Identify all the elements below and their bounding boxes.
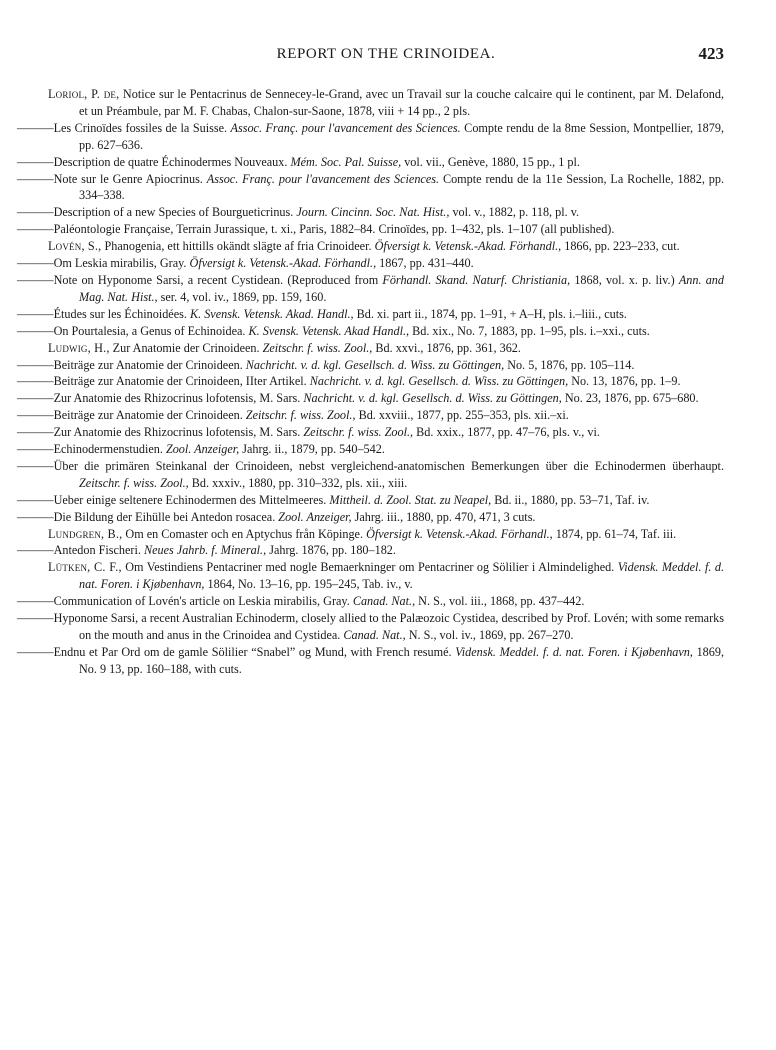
entry-title: Beiträge zur Anatomie der Crinoideen. — [53, 357, 246, 372]
entry-citation: Compte rendu de la 11e Session, La Rochelle, 1882, pp. 334–338. — [79, 171, 725, 203]
entry-citation: No. 23, 1876, pp. 675–680. — [561, 391, 699, 406]
bibliography-entry — [17, 154, 724, 171]
entry-title: Beiträge zur Anatomie der Crinoideen, IIter Artikel. — [53, 374, 310, 389]
entry-citation: Bd. ii., 1880, pp. 53–71, Taf. iv. — [491, 492, 650, 507]
entry-journal: Zeitschr. f. wiss. Zool., — [262, 340, 373, 355]
entry-citation: 1869, No. 9 13, pp. 160–188, with cuts. — [79, 644, 725, 676]
entry-citation: Jahrg. iii., 1880, pp. 470, 471, 3 cuts. — [351, 509, 536, 524]
entry-ditto-dash: ——— — [17, 171, 54, 186]
entry-citation: Compte rendu de la 8me Session, Montpellier, 1879, pp. 627–636. — [79, 120, 724, 152]
bibliography-entry — [17, 306, 724, 323]
entry-ditto-dash: ——— — [17, 425, 54, 440]
entry-journal: Zool. Anzeiger, — [165, 442, 240, 457]
entry-title: Note on Hyponome Sarsi, a recent Cystidean. (Reproduced from — [53, 272, 383, 287]
page-header — [48, 44, 724, 68]
bibliography-entry — [17, 171, 725, 205]
page-number: 423 — [698, 44, 724, 63]
entry-title: Om Vestindiens Pentacriner med nogle Bemaerkninger om Pentacriner og Sölilier i Almindelighed. — [121, 560, 618, 575]
entry-ditto-dash: ——— — [17, 492, 54, 507]
entry-ditto-dash: ——— — [17, 408, 54, 423]
entry-journal: Nachricht. v. d. kgl. Gesellsch. d. Wiss. zu Göttingen, — [245, 357, 505, 372]
entry-journal: Öfversigt k. Vetensk.-Akad. Förhandl., — [189, 256, 377, 271]
entry-title: Echinodermenstudien. — [53, 442, 166, 457]
entry-journal: Nachricht. v. d. kgl. Gesellsch. d. Wiss. zu Göttingen, — [309, 374, 569, 389]
entry-author: Loriol, P. de, — [48, 87, 120, 101]
entry-ditto-dash: ——— — [17, 644, 54, 659]
bibliography-entry — [48, 559, 724, 593]
entry-journal: Vidensk. Meddel. f. d. nat. Foren. i Kjøbenhavn, — [455, 644, 693, 659]
bibliography-entry — [17, 221, 724, 238]
bibliography-entry — [17, 458, 724, 492]
entry-journal: K. Svensk. Vetensk. Akad. Handl., — [189, 306, 354, 321]
entry-title: Notice sur le Pentacrinus de Sennecey-le-Grand, avec un Travail sur la couche calcaire qui le continent, par M. Delafond, et un Préambule, par M. F. Chabas, Chalon-sur-Saone, 1878, viii + 14 pp., 2 pls. — [79, 87, 724, 118]
entry-journal: Canad. Nat., — [343, 628, 406, 642]
entry-author: Lundgren, B., — [48, 526, 123, 541]
entry-journal: Zeitschr. f. wiss. Zool., — [79, 475, 189, 490]
bibliography-entry — [17, 509, 724, 526]
entry-title: Om Leskia mirabilis, Gray. — [53, 256, 190, 271]
entry-citation: Jahrg. ii., 1879, pp. 540–542. — [239, 442, 385, 457]
entry-journal: Ann. and Mag. Nat. Hist., — [79, 272, 724, 304]
entry-title: Ueber einige seltenere Echinodermen des Mittelmeeres. — [53, 492, 330, 507]
entry-ditto-dash: ——— — [17, 509, 54, 524]
bibliography-entry — [17, 407, 724, 424]
bibliography-entry — [17, 357, 724, 374]
entry-citation: N. S., vol. iii., 1868, pp. 437–442. — [415, 594, 585, 609]
entry-citation: Bd. xxxiv., 1880, pp. 310–332, pls. xii., xiii. — [188, 475, 408, 490]
bibliography-entry — [17, 593, 724, 610]
entry-citation: Bd. xix., No. 7, 1883, pp. 1–95, pls. i.–xxi., cuts. — [409, 323, 650, 338]
entry-ditto-dash: ——— — [17, 205, 54, 220]
entry-citation: 1864, No. 13–16, pp. 195–245, Tab. iv., v. — [204, 577, 413, 592]
entry-title: Paléontologie Française, Terrain Jurassique, t. xi., Paris, 1882–84. Crinoïdes, pp. 1–432, pls. 1–107 (all published). — [53, 222, 615, 237]
entry-journal: Mém. Soc. Pal. Suisse, — [290, 154, 402, 169]
entry-title: Phanogenia, ett hittills okändt slägte af fria Crinoideer. — [101, 239, 375, 254]
bibliography-entry — [17, 492, 724, 509]
entry-title: Description de quatre Échinodermes Nouveaux. — [53, 154, 291, 169]
entry-citation: 1867, pp. 431–440. — [376, 256, 474, 271]
entry-journal: Nachricht. v. d. kgl. Gesellsch. d. Wiss. zu Göttingen, — [303, 391, 562, 406]
entry-ditto-dash: ——— — [17, 154, 54, 169]
entry-author: Ludwig, H., — [48, 340, 110, 355]
entry-title: Zur Anatomie des Rhizocrinus lofotensis, M. Sars. — [53, 425, 304, 440]
entry-ditto-dash: ——— — [17, 374, 54, 389]
entry-title: Communication of Lovén's article on Leskia mirabilis, Gray. — [53, 594, 353, 609]
entry-title: Die Bildung der Eihülle bei Antedon rosacea. — [53, 509, 279, 524]
entry-title: Description of a new Species of Bourgueticrinus. — [53, 205, 297, 220]
entry-title: Om en Comaster och en Aptychus från Köpinge. — [122, 526, 367, 541]
entry-citation: Bd. xxviii., 1877, pp. 255–353, pls. xii.–xi. — [355, 408, 569, 423]
entry-ditto-dash: ——— — [17, 458, 54, 473]
bibliography-entry — [48, 86, 724, 120]
entry-citation: 1868, vol. x. p. liv.) — [570, 272, 679, 287]
entry-journal: Zool. Anzeiger, — [278, 509, 352, 524]
bibliography-entry — [48, 238, 724, 255]
entry-journal: Mittheil. d. Zool. Stat. zu Neapel, — [329, 492, 492, 507]
entry-journal: Zeitschr. f. wiss. Zool., — [303, 425, 414, 440]
bibliography-list — [17, 86, 725, 678]
bibliography-entry — [17, 390, 724, 407]
bibliography-entry — [48, 526, 724, 543]
entry-journal: Förhandl. Skand. Naturf. Christiania, — [382, 272, 571, 287]
bibliography-entry — [17, 120, 724, 154]
entry-journal: Assoc. Franç. pour l'avancement des Sciences. — [230, 120, 461, 135]
entry-ditto-dash: ——— — [17, 442, 54, 457]
entry-title: Études sur les Échinoidées. — [53, 306, 190, 321]
entry-ditto-dash: ——— — [17, 120, 54, 135]
bibliography-entry — [17, 542, 724, 559]
entry-title: Über die primären Steinkanal der Crinoideen, nebst vergleichend-anatomischen Bemerkungen über die Echinodermen überhaupt. — [53, 458, 724, 473]
entry-title: Note sur le Genre Apiocrinus. — [53, 171, 207, 186]
entry-title: Hyponome Sarsi, a recent Australian Echinoderm, closely allied to the Palæozoic Cystidea, described by Prof. Lovén; with some remarks on the mouth and anus in the Crinoidea and Cystidea. — [53, 611, 724, 642]
entry-title: Les Crinoïdes fossiles de la Suisse. — [53, 120, 231, 135]
bibliography-entry — [17, 424, 724, 441]
entry-title: Antedon Fischeri. — [53, 543, 144, 558]
entry-journal: Assoc. Franç. pour l'avancement des Sciences. — [206, 171, 440, 186]
entry-ditto-dash: ——— — [17, 323, 54, 338]
entry-citation: Bd. xxvi., 1876, pp. 361, 362. — [372, 340, 521, 355]
entry-ditto-dash: ——— — [17, 306, 54, 321]
entry-citation: 1866, pp. 223–233, cut. — [561, 239, 680, 254]
entry-citation: Bd. xxix., 1877, pp. 47–76, pls. v., vi. — [413, 425, 600, 440]
bibliography-entry — [48, 340, 724, 357]
bibliography-entry — [17, 323, 724, 340]
entry-journal: Vidensk. Meddel. f. d. nat. Foren. i Kjøbenhavn, — [79, 560, 724, 592]
entry-title: Beiträge zur Anatomie der Crinoideen. — [53, 408, 246, 423]
entry-citation: No. 5, 1876, pp. 105–114. — [504, 357, 635, 372]
entry-ditto-dash: ——— — [17, 543, 54, 558]
entry-title: Zur Anatomie des Rhizocrinus lofotensis, M. Sars. — [53, 391, 304, 406]
entry-citation: 1874, pp. 61–74, Taf. iii. — [552, 526, 677, 541]
entry-author: Lütken, C. F., — [48, 560, 122, 575]
bibliography-entry — [17, 204, 724, 221]
entry-journal: Neues Jahrb. f. Mineral., — [143, 543, 267, 558]
entry-author: Lovén, S., — [48, 239, 102, 254]
running-title: REPORT ON THE CRINOIDEA. — [276, 46, 496, 62]
entry-journal: Öfversigt k. Vetensk.-Akad. Förhandl., — [366, 526, 553, 541]
entry-title: Endnu et Par Ord om de gamle Sölilier “Snabel” og Mund, with French resumé. — [53, 644, 456, 659]
entry-title: Zur Anatomie der Crinoideen. — [109, 340, 263, 355]
entry-journal: Canad. Nat., — [352, 594, 416, 609]
bibliography-entry — [17, 272, 724, 306]
entry-journal: K. Svensk. Vetensk. Akad Handl., — [248, 323, 410, 338]
entry-ditto-dash: ——— — [17, 391, 54, 406]
entry-citation: Bd. xi. part ii., 1874, pp. 1–91, + A–H, pls. i.–liii., cuts. — [353, 306, 627, 321]
entry-ditto-dash: ——— — [17, 256, 54, 271]
bibliography-entry — [17, 441, 724, 458]
bibliography-entry — [17, 644, 725, 678]
entry-ditto-dash: ——— — [17, 611, 54, 626]
entry-journal: Zeitschr. f. wiss. Zool., — [245, 408, 356, 423]
entry-journal: Journ. Cincinn. Soc. Nat. Hist., — [296, 205, 450, 220]
entry-citation: N. S., vol. iv., 1869, pp. 267–270. — [405, 628, 574, 642]
entry-citation: Jahrg. 1876, pp. 180–182. — [266, 543, 396, 558]
entry-ditto-dash: ——— — [17, 357, 54, 372]
entry-ditto-dash: ——— — [17, 222, 54, 237]
entry-ditto-dash: ——— — [17, 272, 54, 287]
entry-citation: No. 13, 1876, pp. 1–9. — [568, 374, 681, 389]
bibliography-entry — [17, 610, 724, 644]
entry-citation: vol. vii., Genève, 1880, 15 pp., 1 pl. — [401, 154, 580, 169]
entry-journal: Öfversigt k. Vetensk.-Akad. Förhandl., — [374, 239, 562, 254]
entry-title: On Pourtalesia, a Genus of Echinoidea. — [53, 323, 249, 338]
entry-ditto-dash: ——— — [17, 594, 54, 609]
bibliography-entry — [17, 373, 724, 390]
bibliography-entry — [17, 255, 724, 272]
entry-citation: vol. v., 1882, p. 118, pl. v. — [449, 205, 580, 220]
entry-citation: ser. 4, vol. iv., 1869, pp. 159, 160. — [157, 289, 327, 304]
